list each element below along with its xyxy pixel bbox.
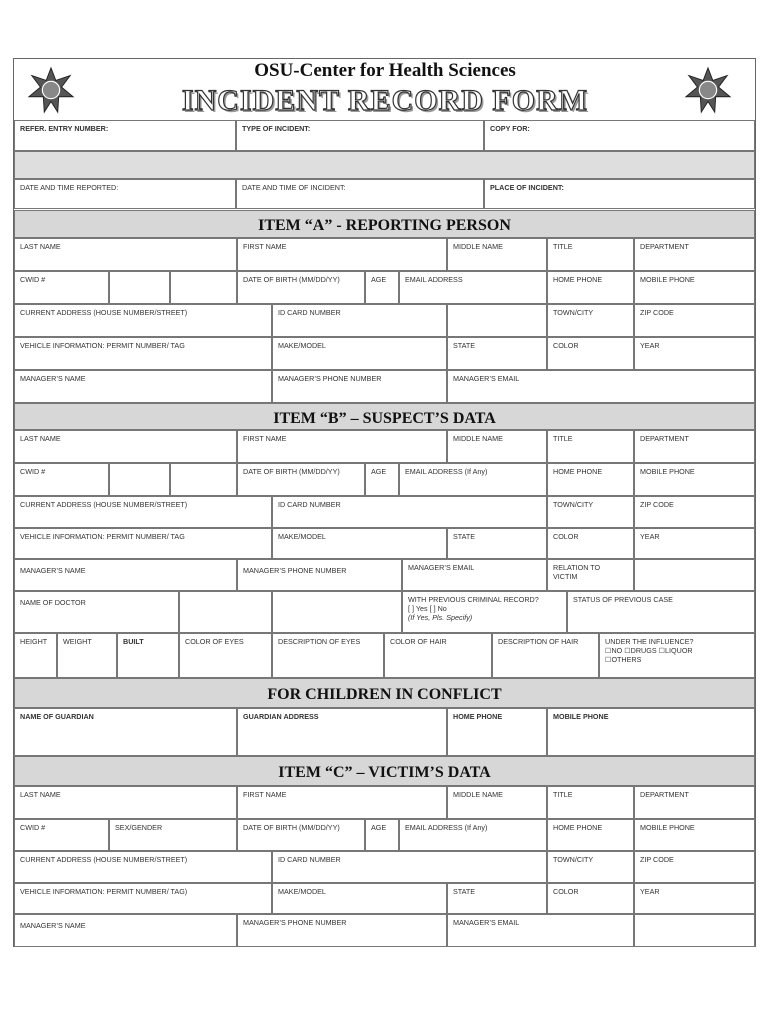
a-age[interactable]: AGE [365,271,399,304]
c-vehicle-row [14,883,755,914]
b-email[interactable]: EMAIL ADDRESS (If Any) [399,463,547,496]
a-zip[interactable]: ZIP CODE [634,304,755,337]
c-color[interactable]: COLOR [547,883,634,914]
a-manager-email[interactable]: MANAGER’S EMAIL [447,370,755,403]
b-mobile-phone[interactable]: MOBILE PHONE [634,463,755,496]
section-b-heading: ITEM “B” – SUSPECT’S DATA [14,403,755,430]
guardian-name[interactable]: NAME OF GUARDIAN [14,708,237,756]
b-doctor[interactable]: NAME OF DOCTOR [14,591,179,633]
b-manager-row [14,559,755,591]
a-home-phone[interactable]: HOME PHONE [547,271,634,304]
section-a-heading: ITEM “A” - REPORTING PERSON [14,210,755,238]
b-criminal-record[interactable] [402,591,567,633]
a-make[interactable]: MAKE/MODEL [272,337,447,370]
b-physical-row [14,633,755,678]
c-id-row [14,819,755,851]
b-department[interactable]: DEPARTMENT [634,430,755,463]
b-doctor-value[interactable] [179,591,272,633]
a-id-card[interactable]: ID CARD NUMBER [272,304,447,337]
incident-type-field[interactable]: TYPE OF INCIDENT: [236,120,484,151]
a-middle-name[interactable]: MIDDLE NAME [447,238,547,271]
c-department[interactable]: DEPARTMENT [634,786,755,819]
children-row [14,708,755,756]
form-title: INCIDENT RECORD FORM [181,84,589,117]
b-manager-phone[interactable]: MANAGER’S PHONE NUMBER [237,559,402,591]
b-year[interactable]: YEAR [634,528,755,559]
c-state[interactable]: STATE [447,883,547,914]
c-email[interactable]: EMAIL ADDRESS (If Any) [399,819,547,851]
b-dob[interactable]: DATE OF BIRTH (MM/DD/YY) [237,463,365,496]
refer-entry-field[interactable]: REFER. ENTRY NUMBER: [14,120,236,151]
a-cwid-box[interactable] [170,271,237,304]
b-relation[interactable]: RELATION TO VICTIM [547,559,634,591]
b-status-case[interactable]: STATUS OF PREVIOUS CASE [567,591,755,633]
guardian-address[interactable]: GUARDIAN ADDRESS [237,708,447,756]
c-vehicle[interactable]: VEHICLE INFORMATION: PERMIT NUMBER/ TAG) [14,883,272,914]
c-year[interactable]: YEAR [634,883,755,914]
b-eye-desc[interactable]: DESCRIPTION OF EYES [272,633,384,678]
b-hair-color[interactable]: COLOR OF HAIR [384,633,492,678]
c-middle-name[interactable]: MIDDLE NAME [447,786,547,819]
a-color[interactable]: COLOR [547,337,634,370]
b-id-row [14,463,755,496]
c-blank[interactable] [634,914,755,947]
a-manager-name[interactable]: MANAGER’S NAME [14,370,272,403]
b-blank[interactable] [272,591,402,633]
criminal-label: WITH PREVIOUS CRIMINAL RECORD? [ ] Yes [ ] No [408,595,539,613]
b-height[interactable]: HEIGHT [14,633,57,678]
b-manager-name[interactable]: MANAGER’S NAME [14,559,237,591]
b-cwid-box[interactable] [170,463,237,496]
c-name-row [14,786,755,819]
c-town[interactable]: TOWN/CITY [547,851,634,883]
b-influence[interactable]: UNDER THE INFLUENCE? ☐NO ☐DRUGS ☐LIQUOR ☐OTHERS [599,633,755,678]
c-make[interactable]: MAKE/MODEL [272,883,447,914]
c-manager-row [14,914,755,947]
b-last-name[interactable]: LAST NAME [14,430,237,463]
section-children-heading: FOR CHILDREN IN CONFLICT [14,678,755,708]
date-reported-field[interactable]: DATE AND TIME REPORTED: [14,179,236,209]
c-cwid[interactable]: CWID # [14,819,109,851]
a-department[interactable]: DEPARTMENT [634,238,755,271]
guardian-home-phone[interactable]: HOME PHONE [447,708,547,756]
b-weight[interactable]: WEIGHT [57,633,117,678]
a-vehicle-row [14,337,755,370]
a-email[interactable]: EMAIL ADDRESS [399,271,547,304]
b-address[interactable]: CURRENT ADDRESS (HOUSE NUMBER/STREET) [14,496,272,528]
criminal-note: (If Yes, Pls. Specify) [408,613,473,622]
a-dob[interactable]: DATE OF BIRTH (MM/DD/YY) [237,271,365,304]
a-cwid[interactable]: CWID # [14,271,109,304]
a-blank[interactable] [447,304,547,337]
c-home-phone[interactable]: HOME PHONE [547,819,634,851]
c-manager-name[interactable]: MANAGER’S NAME [14,914,237,947]
place-incident-field[interactable]: PLACE OF INCIDENT: [484,179,755,209]
b-vehicle-row [14,528,755,559]
b-doctor-row [14,591,755,633]
b-cwid[interactable]: CWID # [14,463,109,496]
date-row [14,179,755,209]
a-state[interactable]: STATE [447,337,547,370]
b-age[interactable]: AGE [365,463,399,496]
a-address[interactable]: CURRENT ADDRESS (HOUSE NUMBER/STREET) [14,304,272,337]
a-manager-phone[interactable]: MANAGER’S PHONE NUMBER [272,370,447,403]
a-last-name[interactable]: LAST NAME [14,238,237,271]
b-state[interactable]: STATE [447,528,547,559]
b-relation-value[interactable] [634,559,755,591]
c-title[interactable]: TITLE [547,786,634,819]
b-first-name[interactable]: FIRST NAME [237,430,447,463]
a-town[interactable]: TOWN/CITY [547,304,634,337]
b-hair-desc[interactable]: DESCRIPTION OF HAIR [492,633,599,678]
c-mobile-phone[interactable]: MOBILE PHONE [634,819,755,851]
b-home-phone[interactable]: HOME PHONE [547,463,634,496]
a-id-row [14,271,755,304]
org-title: OSU-Center for Health Sciences [254,60,516,81]
grey-separator [14,151,755,179]
top-row [14,120,755,151]
b-zip[interactable]: ZIP CODE [634,496,755,528]
c-zip[interactable]: ZIP CODE [634,851,755,883]
guardian-mobile-phone[interactable]: MOBILE PHONE [547,708,755,756]
b-built[interactable]: BUILT [117,633,179,678]
copy-for-field[interactable]: COPY FOR: [484,120,755,151]
b-manager-email[interactable]: MANAGER’S EMAIL [402,559,547,591]
a-year[interactable]: YEAR [634,337,755,370]
c-manager-phone[interactable]: MANAGER’S PHONE NUMBER [237,914,447,947]
a-first-name[interactable]: FIRST NAME [237,238,447,271]
b-town[interactable]: TOWN/CITY [547,496,634,528]
a-mobile-phone[interactable]: MOBILE PHONE [634,271,755,304]
b-make[interactable]: MAKE/MODEL [272,528,447,559]
c-last-name[interactable]: LAST NAME [14,786,237,819]
c-address-row [14,851,755,883]
b-id-card[interactable]: ID CARD NUMBER [272,496,547,528]
date-incident-field[interactable]: DATE AND TIME OF INCIDENT: [236,179,484,209]
c-manager-email[interactable]: MANAGER’S EMAIL [447,914,634,947]
a-vehicle[interactable]: VEHICLE INFORMATION: PERMIT NUMBER/ TAG [14,337,272,370]
a-cwid-box[interactable] [109,271,170,304]
b-address-row [14,496,755,528]
c-age[interactable]: AGE [365,819,399,851]
a-address-row [14,304,755,337]
c-sex[interactable]: SEX/GENDER [109,819,237,851]
a-name-row [14,238,755,271]
c-id-card[interactable]: ID CARD NUMBER [272,851,547,883]
b-title[interactable]: TITLE [547,430,634,463]
a-manager-row [14,370,755,403]
b-color[interactable]: COLOR [547,528,634,559]
b-eye-color[interactable]: COLOR OF EYES [179,633,272,678]
c-address[interactable]: CURRENT ADDRESS (HOUSE NUMBER/STREET) [14,851,272,883]
b-name-row [14,430,755,463]
c-dob[interactable]: DATE OF BIRTH (MM/DD/YY) [237,819,365,851]
a-title[interactable]: TITLE [547,238,634,271]
c-first-name[interactable]: FIRST NAME [237,786,447,819]
b-vehicle[interactable]: VEHICLE INFORMATION: PERMIT NUMBER/ TAG [14,528,272,559]
b-middle-name[interactable]: MIDDLE NAME [447,430,547,463]
section-c-heading: ITEM “C” – VICTIM’S DATA [14,756,755,786]
b-cwid-box[interactable] [109,463,170,496]
